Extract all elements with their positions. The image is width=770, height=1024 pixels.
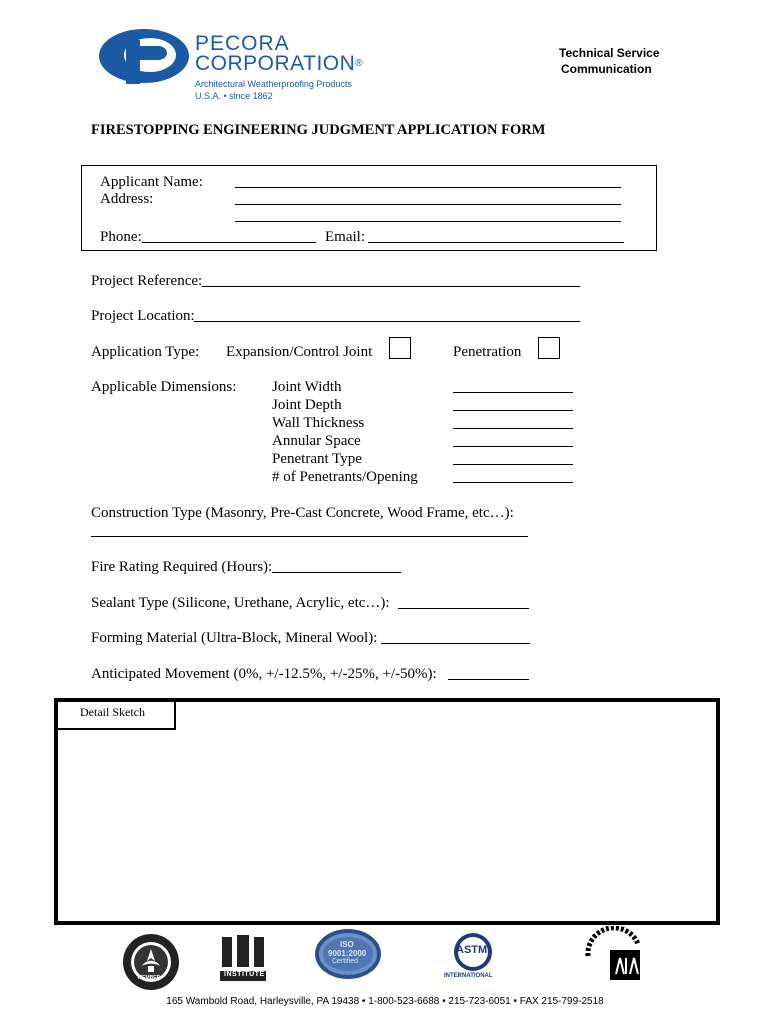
astm-international-text: INTERNATIONAL [444, 973, 493, 979]
dimension-joint-depth-label: Joint Depth [272, 397, 342, 413]
dimension-penetrants-per-opening-field[interactable] [453, 482, 573, 483]
anticipated-movement-field[interactable] [448, 679, 529, 680]
usgbc-member-logo-icon [122, 933, 180, 991]
swr-institute-text: INSTITUTE [224, 971, 265, 978]
company-name-corporation: CORPORATION [195, 52, 356, 75]
usgbc-member-text: MEMBER [138, 975, 161, 981]
address-field-line1[interactable] [235, 204, 621, 205]
address-label: Address: [100, 191, 154, 207]
applicant-name-field[interactable] [235, 187, 621, 188]
form-title: FIRESTOPPING ENGINEERING JUDGMENT APPLICATION FORM [91, 122, 546, 138]
dimension-joint-width-label: Joint Width [272, 379, 342, 395]
project-location-field[interactable] [194, 321, 580, 322]
application-type-penetration-label: Penetration [453, 344, 522, 360]
dimension-penetrant-type-label: Penetrant Type [272, 451, 362, 467]
company-name-line1: PECORA [195, 32, 290, 55]
sealant-type-field[interactable] [398, 608, 529, 609]
dimension-annular-space-field[interactable] [453, 446, 573, 447]
service-label-line2: Communication [561, 62, 652, 76]
iso-text-line3: Certified [332, 958, 359, 965]
iso-text-line2: 9001:2000 [328, 949, 367, 958]
applicable-dimensions-label: Applicable Dimensions: [91, 379, 237, 395]
phone-field[interactable] [142, 242, 316, 243]
project-location-label: Project Location: [91, 308, 195, 324]
sealant-type-label: Sealant Type (Silicone, Urethane, Acrylic, etc…): [91, 595, 390, 611]
email-field[interactable] [368, 242, 624, 243]
dimension-joint-width-field[interactable] [453, 392, 573, 393]
phone-label: Phone: [100, 229, 142, 245]
email-label: Email: [325, 229, 365, 245]
dimension-penetrant-type-field[interactable] [453, 464, 573, 465]
dimension-wall-thickness-label: Wall Thickness [272, 415, 365, 431]
address-field-line2[interactable] [235, 221, 621, 222]
construction-type-label: Construction Type (Masonry, Pre-Cast Concrete, Wood Frame, etc…): [91, 505, 514, 521]
detail-sketch-label: Detail Sketch [80, 705, 145, 719]
anticipated-movement-label: Anticipated Movement (0%, +/-12.5%, +/-25%, +/-50%): [91, 666, 437, 682]
dimension-penetrants-per-opening-label: # of Penetrants/Opening [272, 469, 418, 485]
project-reference-field[interactable] [202, 286, 580, 287]
registered-mark: ® [355, 58, 364, 69]
forming-material-field[interactable] [381, 643, 530, 644]
pecora-logo-icon [98, 28, 190, 84]
application-type-label: Application Type: [91, 344, 200, 360]
astm-text: ASTM [456, 944, 488, 956]
dimension-annular-space-label: Annular Space [272, 433, 361, 449]
construction-type-field[interactable] [91, 536, 528, 537]
project-reference-label: Project Reference: [91, 273, 203, 289]
dimension-joint-depth-field[interactable] [453, 410, 573, 411]
dimension-wall-thickness-field[interactable] [453, 428, 573, 429]
footer-address: 165 Wambold Road, Harleysville, PA 19438 • 1-800-523-6688 • 215-723-6051 • FAX 215-799-2518 [166, 996, 604, 1007]
company-name-line2 [195, 53, 363, 75]
application-type-expansion-label: Expansion/Control Joint [226, 344, 373, 360]
aia-continuing-education-logo-icon [582, 926, 644, 984]
iso-text-line1: ISO [340, 940, 354, 949]
penetration-checkbox[interactable] [538, 337, 560, 359]
fire-rating-field[interactable] [272, 572, 401, 573]
company-since: U.S.A. • since 1862 [195, 91, 273, 101]
applicant-name-label: Applicant Name: [100, 174, 203, 190]
forming-material-label: Forming Material (Ultra-Block, Mineral Wool): [91, 630, 378, 646]
service-label-line1: Technical Service [559, 46, 660, 60]
expansion-joint-checkbox[interactable] [389, 337, 411, 359]
detail-sketch-box[interactable] [54, 698, 720, 925]
fire-rating-label: Fire Rating Required (Hours): [91, 559, 273, 575]
company-tagline: Architectural Weatherproofing Products [195, 79, 352, 89]
